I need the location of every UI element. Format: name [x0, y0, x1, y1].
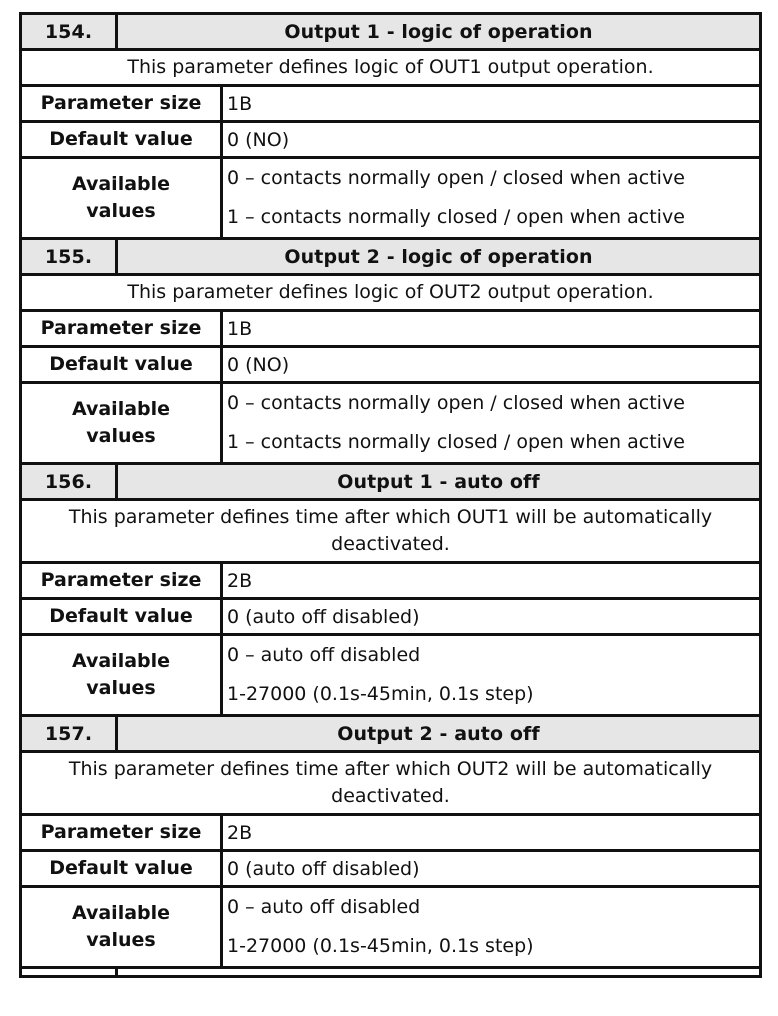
- parameter-description-row: [21, 50, 761, 86]
- parameter-header-154: [21, 14, 761, 50]
- parameter-size-row: [21, 311, 761, 347]
- available-values-row: [21, 887, 761, 968]
- parameter-number: 156.: [21, 464, 117, 500]
- available-value: 0 – contacts normally open / closed when active: [227, 167, 685, 189]
- available-values-label: Available values: [21, 635, 222, 716]
- available-values-list: [222, 635, 761, 716]
- parameter-description: This parameter defines logic of OUT2 output operation.: [21, 275, 761, 311]
- next-parameter-number-cell: [21, 968, 117, 977]
- parameter-size-value: 2B: [222, 815, 761, 851]
- available-value: 1 – contacts normally closed / open when active: [227, 431, 685, 453]
- parameter-header-156: [21, 464, 761, 500]
- default-value-label: Default value: [21, 122, 222, 158]
- parameter-number: 154.: [21, 14, 117, 50]
- default-value-row: [21, 122, 761, 158]
- default-value-row: [21, 347, 761, 383]
- available-value: 0 – auto off disabled: [227, 644, 421, 666]
- parameter-size-label: Parameter size: [21, 311, 222, 347]
- parameter-size-row: [21, 815, 761, 851]
- available-values-label: Available values: [21, 158, 222, 239]
- available-value: 1 – contacts normally closed / open when active: [227, 206, 685, 228]
- parameter-number: 155.: [21, 239, 117, 275]
- parameter-number: 157.: [21, 716, 117, 752]
- parameter-header-157: [21, 716, 761, 752]
- default-value-label: Default value: [21, 599, 222, 635]
- parameter-header-155: [21, 239, 761, 275]
- default-value-label: Default value: [21, 347, 222, 383]
- parameter-size-row: [21, 563, 761, 599]
- parameter-title: Output 2 - auto off: [117, 716, 761, 752]
- parameters-document: [19, 12, 762, 978]
- available-value: 0 – contacts normally open / closed when active: [227, 392, 685, 414]
- available-value: 1-27000 (0.1s-45min, 0.1s step): [227, 683, 534, 705]
- available-values-list: [222, 158, 761, 239]
- parameter-description-row: [21, 500, 761, 563]
- parameter-description-row: [21, 275, 761, 311]
- parameter-size-label: Parameter size: [21, 563, 222, 599]
- available-values-label: Available values: [21, 887, 222, 968]
- available-values-list: [222, 887, 761, 968]
- parameter-size-label: Parameter size: [21, 86, 222, 122]
- parameter-size-value: 1B: [222, 86, 761, 122]
- default-value-label: Default value: [21, 851, 222, 887]
- default-value: 0 (auto off disabled): [222, 851, 761, 887]
- parameter-title: Output 1 - auto off: [117, 464, 761, 500]
- default-value-row: [21, 851, 761, 887]
- next-parameter-header-cut: [21, 968, 761, 977]
- available-values-row: [21, 383, 761, 464]
- available-value: 1-27000 (0.1s-45min, 0.1s step): [227, 935, 534, 957]
- parameter-size-row: [21, 86, 761, 122]
- parameter-description: This parameter defines time after which OUT1 will be automatically deactivated.: [21, 500, 761, 563]
- available-values-row: [21, 158, 761, 239]
- default-value: 0 (NO): [222, 122, 761, 158]
- parameter-size-label: Parameter size: [21, 815, 222, 851]
- default-value: 0 (auto off disabled): [222, 599, 761, 635]
- parameter-size-value: 1B: [222, 311, 761, 347]
- parameter-size-value: 2B: [222, 563, 761, 599]
- available-values-row: [21, 635, 761, 716]
- available-value: 0 – auto off disabled: [227, 896, 421, 918]
- parameter-title: Output 1 - logic of operation: [117, 14, 761, 50]
- parameter-description: This parameter defines time after which OUT2 will be automatically deactivated.: [21, 752, 761, 815]
- available-values-label: Available values: [21, 383, 222, 464]
- available-values-list: [222, 383, 761, 464]
- parameter-description: This parameter defines logic of OUT1 output operation.: [21, 50, 761, 86]
- parameter-description-row: [21, 752, 761, 815]
- default-value-row: [21, 599, 761, 635]
- parameter-title: Output 2 - logic of operation: [117, 239, 761, 275]
- default-value: 0 (NO): [222, 347, 761, 383]
- next-parameter-title-cell: [117, 968, 761, 977]
- parameters-table: [19, 12, 762, 978]
